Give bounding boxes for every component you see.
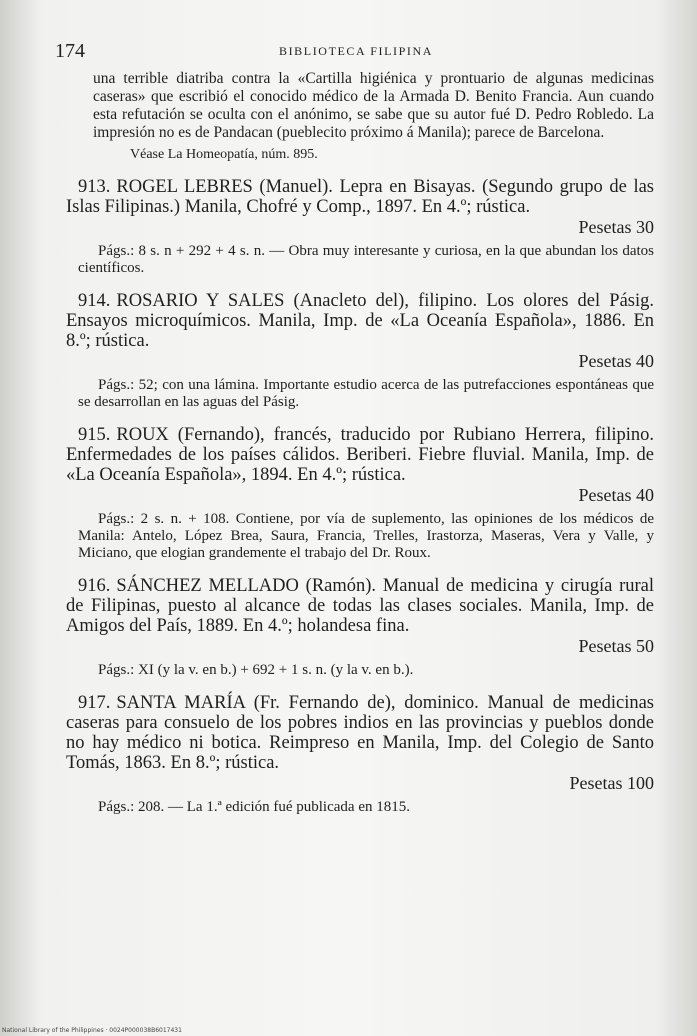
catalog-entry-917 <box>66 693 654 816</box>
entry-text <box>66 693 654 773</box>
entry-price: Pesetas 50 <box>578 636 654 656</box>
entry-number: 915. <box>78 425 111 445</box>
catalog-entry-915 <box>66 425 654 562</box>
continuation-text: una terrible diatriba contra la «Cartilla higiénica y prontuario de algunas medicinas caseras» que escribió el conocido médico de la Armada D. Benito Francia. Aun cuando esta refutación se oculta con el anónimo, se sabe que su autor fué D. Pedro Robledo. La impresión no es de Pandacan (pueblecito próximo á Manila); parece de Barcelona. <box>93 70 654 141</box>
entry-description: ROUX (Fernando), francés, traducido por Rubiano Herrera, filipino. Enfermedades de los países cálidos. Beriberi. Fiebre fluvial. Manila, Imp. de «La Oceanía Española», 1894. En 4.º; rústica. <box>66 425 654 485</box>
library-watermark: National Library of the Philippines · 0024P000038B6017431 <box>2 1027 182 1034</box>
entry-text <box>66 177 654 217</box>
entry-price: Pesetas 40 <box>578 351 654 371</box>
entry-number: 914. <box>78 291 111 311</box>
catalog-entry-914 <box>66 291 654 411</box>
entry-text <box>66 425 654 485</box>
entry-price: Pesetas 100 <box>569 773 654 793</box>
entry-note: Págs.: 52; con una lámina. Importante estudio acerca de las putrefacciones espontáneas que se desarrollan en las aguas del Pásig. <box>78 377 654 410</box>
catalog-entry-916 <box>66 576 654 679</box>
entry-note: Págs.: XI (y la v. en b.) + 692 + 1 s. n. (y la v. en b.). <box>98 662 414 678</box>
entry-price: Pesetas 40 <box>578 485 654 505</box>
page-content <box>66 70 654 816</box>
entry-description: ROSARIO Y SALES (Anacleto del), filipino. Los olores del Pásig. Ensayos microquímicos. Manila, Imp. de «La Oceanía Española», 1886. En 8.º; rústica. <box>66 291 654 351</box>
entry-price: Pesetas 30 <box>578 217 654 237</box>
page-number: 174 <box>55 40 85 62</box>
entry-number: 917. <box>78 693 111 713</box>
page-header <box>55 40 657 64</box>
entry-note: Págs.: 2 s. n. + 108. Contiene, por vía de suplemento, las opiniones de los médicos de Manila: Antelo, López Brea, Saura, Francia, Trelles, Irastorza, Maseras, Vera y Valle, y Miciano, que elogian grandemente el trabajo del Dr. Roux. <box>78 511 654 561</box>
catalog-entry-913 <box>66 177 654 277</box>
entry-text <box>66 291 654 351</box>
see-also-reference: Véase La Homeopatía, núm. 895. <box>130 147 318 162</box>
entry-text <box>66 576 654 636</box>
entry-description: SÁNCHEZ MELLADO (Ramón). Manual de medicina y cirugía rural de Filipinas, puesto al alcance de todas las clases sociales. Manila, Imp. de Amigos del País, 1889. En 4.º; holandesa fina. <box>66 576 654 636</box>
running-title: BIBLIOTECA FILIPINA <box>278 44 434 58</box>
entry-note: Págs.: 8 s. n + 292 + 4 s. n. — Obra muy interesante y curiosa, en la que abundan los datos científicos. <box>78 243 654 276</box>
entry-number: 913. <box>78 177 111 197</box>
entry-description: SANTA MARÍA (Fr. Fernando de), dominico. Manual de medicinas caseras para consuelo de los pobres indios en las provincias y pueblos donde no hay médico ni botica. Reimpreso en Manila, Imp. del Colegio de Santo Tomás, 1863. En 8.º; rústica. <box>66 693 654 773</box>
entry-description: ROGEL LEBRES (Manuel). Lepra en Bisayas. (Segundo grupo de las Islas Filipinas.) Manila, Chofré y Comp., 1897. En 4.º; rústica. <box>66 177 654 217</box>
entry-number: 916. <box>78 576 111 596</box>
entry-note: Págs.: 208. — La 1.ª edición fué publicada en 1815. <box>98 799 410 815</box>
